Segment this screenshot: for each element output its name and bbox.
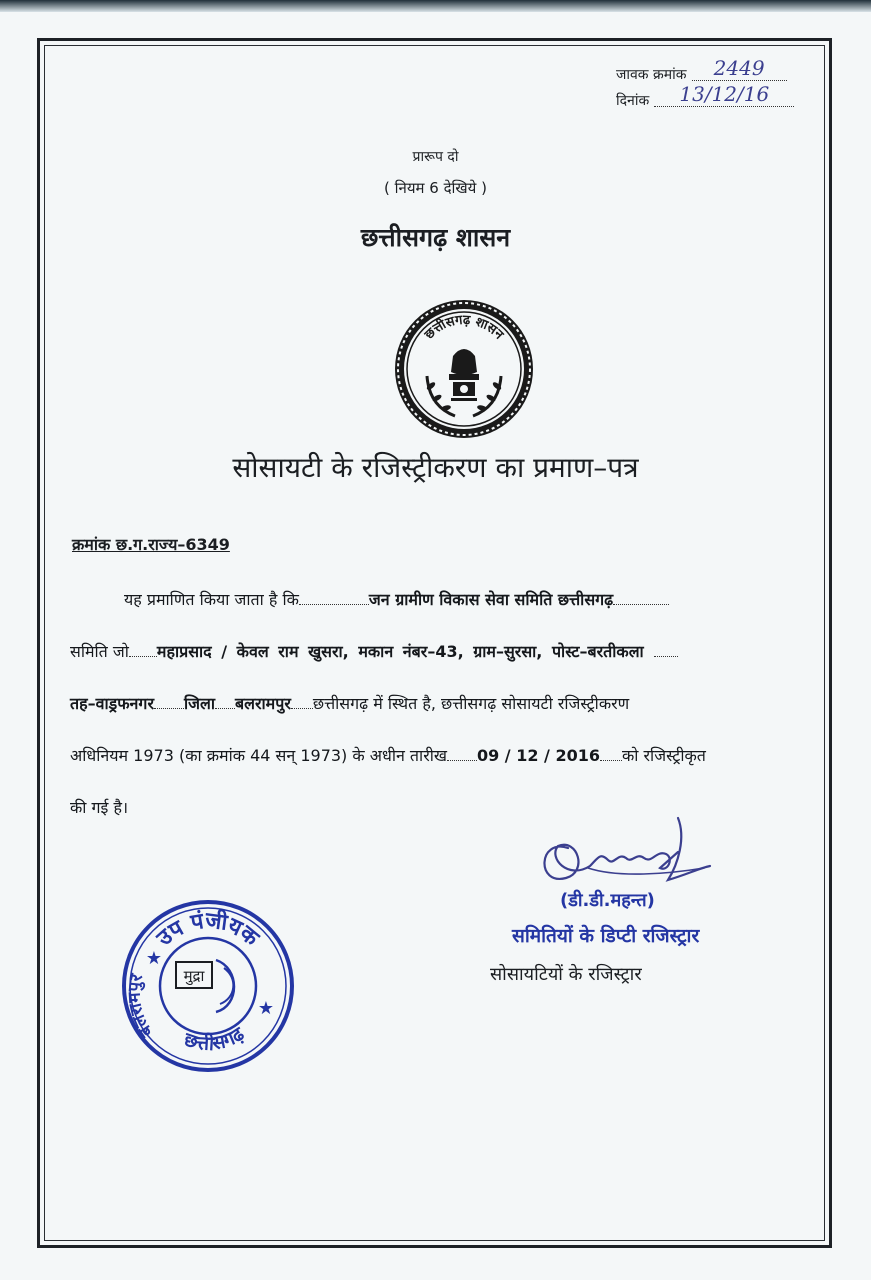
line5: की गई है। [70, 798, 129, 817]
body-line-4 [70, 744, 826, 766]
date-value: 13/12/16 [679, 82, 770, 106]
rule-reference: ( नियम 6 देखिये ) [383, 179, 488, 197]
seal-star-icon: ★ [145, 948, 163, 969]
line4-suffix: को रजिस्ट्रीकृत [622, 746, 706, 765]
certificate-title: सोसायटी के रजिस्ट्रीकरण का प्रमाण–पत्र [232, 451, 639, 484]
registration-date: 09 / 12 / 2016 [476, 746, 600, 765]
seal-bottom-text: छत्तीसगढ़ [181, 1022, 249, 1056]
signatory-name: (डी.डी.महन्त) [560, 890, 655, 911]
dispatch-label: जावक क्रमांक [616, 67, 687, 83]
tehsil: तह–वाड्रफनगर [70, 694, 154, 713]
emblem-text: छत्तीसगढ़ शासन [421, 312, 507, 343]
svg-text:बलरामपुर [125, 971, 158, 1041]
scan-edge [0, 0, 871, 12]
leader-dots [600, 760, 622, 761]
state-emblem [393, 298, 535, 440]
signatory-designation: सोसायटियों के रजिस्ट्रार [490, 964, 642, 985]
line3-suffix: छत्तीसगढ़ में स्थित है, छत्तीसगढ़ सोसायटी रजिस्ट्रीकरण [312, 694, 630, 713]
government-name: छत्तीसगढ़ शासन [360, 223, 511, 252]
line2-prefix: समिति जो [70, 642, 129, 661]
line4-prefix: अधिनियम 1973 (का क्रमांक 44 सन् 1973) के अधीन तारीख [70, 746, 447, 765]
seal-center-label: मुद्रा [183, 967, 205, 985]
body-line-1 [70, 588, 871, 610]
body-line-2 [70, 640, 826, 662]
dispatch-number-field [692, 56, 787, 81]
leader-dots [291, 708, 313, 709]
registration-number-text: क्रमांक छ.ग.राज्य–6349 [72, 535, 230, 554]
date-field [654, 82, 794, 107]
date-label: दिनांक [616, 93, 650, 109]
official-seal [120, 898, 296, 1074]
leader-dots [154, 708, 184, 709]
seal-star-icon: ★ [257, 998, 275, 1019]
signature-scribble [528, 808, 748, 898]
leader-dots [654, 656, 678, 657]
leader-dots [613, 604, 669, 605]
registration-number [72, 533, 230, 555]
body-line-3 [70, 692, 826, 714]
seal-left-text: बलरामपुर [124, 972, 158, 1041]
deputy-registrar-stamp: समितियों के डिप्टी रजिस्ट्रार [512, 925, 700, 947]
leader-dots [447, 760, 477, 761]
dispatch-number: 2449 [713, 56, 765, 80]
seal-graphic [120, 898, 296, 1074]
leader-dots [129, 656, 157, 657]
line1-prefix: यह प्रमाणित किया जाता है कि [124, 590, 299, 609]
leader-dots [299, 604, 369, 605]
society-address: महाप्रसाद / केवल राम खुसरा, मकान नंबर–43, ग्राम–सुरसा, पोस्ट–बरतीकला [156, 642, 644, 661]
leader-dots [215, 708, 235, 709]
emblem-graphic [393, 298, 535, 440]
reference-block [616, 56, 826, 112]
seal-top-text: उप पंजीयक [152, 908, 264, 952]
society-name: जन ग्रामीण विकास सेवा समिति छत्तीसगढ़ [368, 590, 614, 609]
date-row [616, 82, 826, 112]
district-label: जिला [183, 694, 215, 713]
signature [528, 808, 748, 898]
district-name: बलरामपुर [235, 694, 291, 713]
svg-text:छत्तीसगढ़ [180, 1022, 249, 1055]
form-name: प्रारूप दो [412, 149, 459, 165]
